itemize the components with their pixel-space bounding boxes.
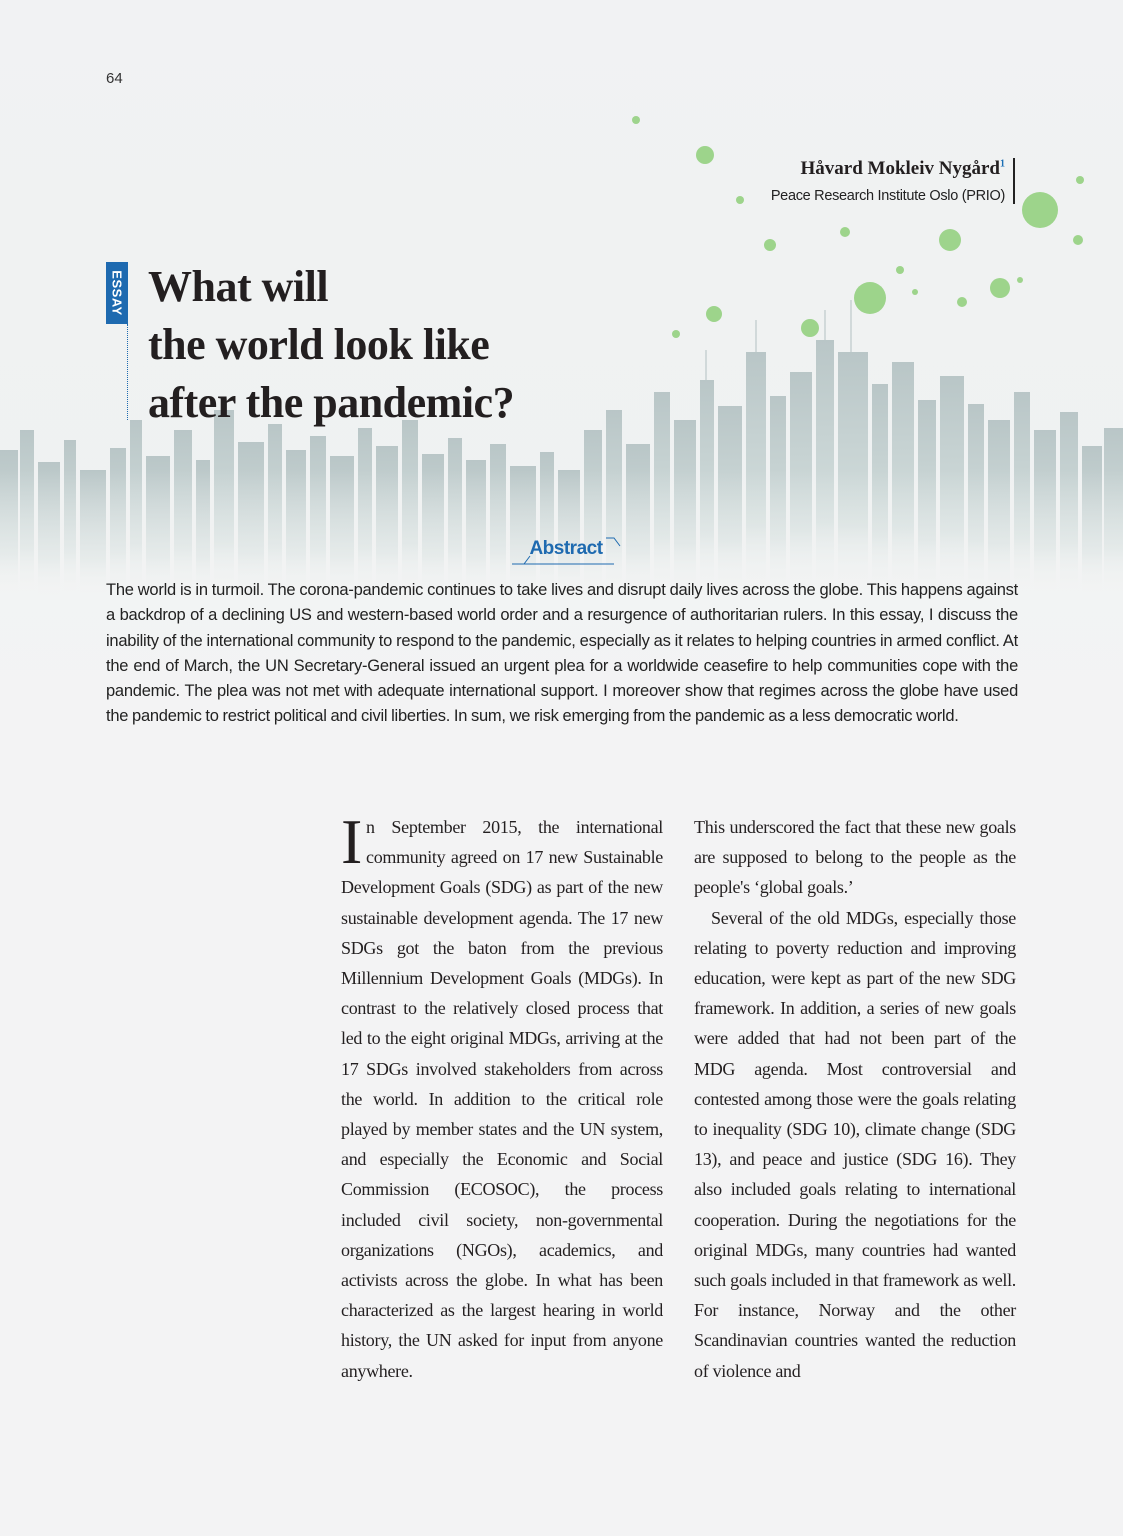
body-paragraph: Several of the old MDGs, especially those relating to poverty reduction and improving education, were kept as part of the new SDG framework. In addition, a series of new goals were added that had not been part of the MDG agenda. Most controversial and contested among those were the goals relating to inequality (SDG 10), climate change (SDG 13), and peace and justice (SDG 16). They also included goals relating to international cooperation. During the negotiations for the original MDGs, many countries had wanted such goals included in that framework as well. For instance, Norway and the other Scandinavian countries wanted the reduction of violence and bbox=[694, 907, 1016, 1381]
body-column-1 bbox=[341, 806, 663, 1386]
author-affiliation: Peace Research Institute Oslo (PRIO) bbox=[770, 188, 1005, 204]
article-title bbox=[148, 258, 514, 432]
body-column-2 bbox=[694, 812, 1016, 1386]
footnote-mark: 1 bbox=[1000, 158, 1005, 170]
drop-cap: I bbox=[341, 806, 363, 877]
section-tag-line bbox=[127, 324, 128, 420]
author-name: Håvard Mokleiv Nygård$^1$ bbox=[800, 158, 1005, 179]
body-paragraph: In September 2015, the international community agreed on 17 new Sustainable Development Goals (SDG) as part of the new sustainable development agenda. The 17 new SDGs got the baton from the previous Millennium Development Goals (MDGs). In contrast to the relatively closed process that led to the eight original MDGs, arriving at the 17 SDGs involved stakeholders from across the world. In addition to the critical role played by member states and the UN system, and especially the Economic and Social Commission (ECOSOC), the process included civil society, non-governmental organizations (NGOs), academics, and activists across the globe. In what has been characterized as the largest hearing in world history, the UN asked for input from anyone anywhere. bbox=[341, 806, 663, 1381]
page-number: 64 bbox=[106, 70, 123, 87]
abstract-label: Abstract bbox=[510, 534, 622, 566]
title-line-1: What will bbox=[148, 262, 329, 311]
title-line-3: after the pandemic? bbox=[148, 378, 515, 427]
section-tag: ESSAY bbox=[106, 262, 128, 324]
author-block bbox=[771, 158, 1015, 204]
abstract-text: The world is in turmoil. The corona-pandemic continues to take lives and disrupt daily lives across the globe. This happens against a backdrop of a declining US and western-based world order and a resurgence of authoritarian rulers. In this essay, I discuss the inability of the international community to respond to the pandemic, especially as it relates to helping countries in armed conflict. At the end of March, the UN Secretary-General issued an urgent plea for a worldwide ceasefire to help communities cope with the pandemic. The plea was not met with adequate international support. I moreover show that regimes across the globe have used the pandemic to restrict political and civil liberties. In sum, we risk emerging from the pandemic as a less democratic world. bbox=[106, 581, 1018, 726]
title-line-2: the world look like bbox=[148, 320, 490, 369]
body-paragraph: This underscored the fact that these new goals are supposed to belong to the people as the people's ‘global goals.’ bbox=[694, 817, 1016, 898]
